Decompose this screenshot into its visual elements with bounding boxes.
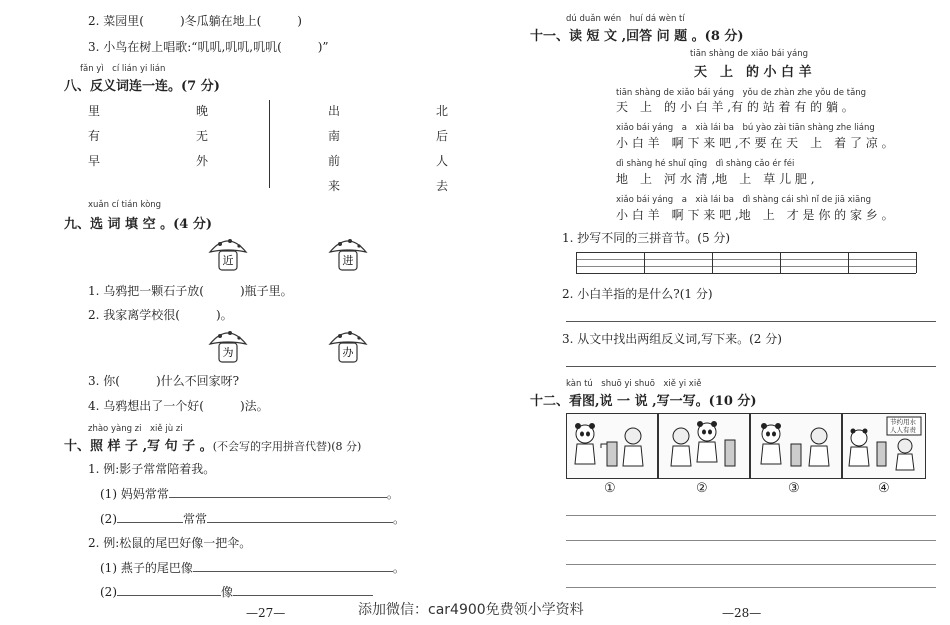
- antonym-word: 北: [436, 104, 449, 118]
- panda-illustration-icon: [751, 414, 841, 478]
- s10-mid: 像: [221, 585, 234, 599]
- s11-pinyin: dú duǎn wén huí dá wèn tí: [566, 14, 685, 24]
- s9-pinyin: xuǎn cí tián kòng: [88, 200, 162, 210]
- s12-pinyin: kàn tú shuō yi shuō xiě yi xiě: [566, 379, 702, 389]
- s12-title: 十二、看图,说 一 说 ,写一写。(10 分): [530, 394, 757, 409]
- picture-panel-2: [658, 413, 750, 479]
- water-sign: 节约用水 人人有责: [890, 418, 916, 434]
- panda-illustration-icon: [659, 414, 749, 478]
- story-line-pinyin: xiǎo bái yáng a xià lái ba bú yào zài tiān shàng zhe liáng: [616, 123, 875, 133]
- picture-panel-3: [750, 413, 842, 479]
- s11-q1: 1. 抄写不同的三拼音节。(5 分): [562, 231, 731, 245]
- page-number-left: —27—: [246, 606, 286, 620]
- mushroom-char: 为: [222, 346, 234, 359]
- s8-pinyin: fǎn yì cí lián yi lián: [80, 64, 166, 74]
- mushroom-word-card: [208, 236, 248, 272]
- writing-line[interactable]: [566, 540, 936, 541]
- s9-item-4: 4. 乌鸦想出了一个好( )法。: [88, 399, 269, 413]
- s10-title: [64, 435, 361, 454]
- mushroom-word-card: [208, 328, 248, 364]
- answer-blank[interactable]: [207, 510, 393, 523]
- story-line: 天 上 的 小 白 羊 ,有 的 站 着 有 的 躺 。: [616, 100, 854, 114]
- story-title: 天 上 的 小 白 羊: [694, 65, 812, 80]
- antonym-word: 来: [328, 179, 341, 193]
- antonym-word: 出: [328, 104, 341, 118]
- s10-pinyin: zhào yàng zi xiě jù zi: [88, 424, 183, 434]
- antonym-word: 早: [88, 154, 101, 168]
- writing-line[interactable]: [566, 515, 936, 516]
- antonym-word: 有: [88, 129, 101, 143]
- mushroom-icon: [208, 328, 248, 364]
- mushroom-char: 进: [342, 254, 354, 267]
- mushroom-icon: [328, 236, 368, 272]
- antonym-word: 晚: [196, 104, 209, 118]
- s9-item-2: 2. 我家离学校很( )。: [88, 308, 233, 322]
- s10-prompt: (2): [100, 512, 117, 526]
- answer-line[interactable]: [566, 366, 936, 367]
- s9-title: 九、选 词 填 空 。(4 分): [64, 217, 212, 232]
- s10-prompt: (1) 妈妈常常: [100, 487, 169, 501]
- s10-prompt: (1) 燕子的尾巴像: [100, 561, 193, 575]
- s9-item-1: 1. 乌鸦把一颗石子放( )瓶子里。: [88, 284, 293, 298]
- antonym-word: 前: [328, 154, 341, 168]
- period: 。: [392, 561, 405, 575]
- s8-title: 八、反义词连一连。(7 分): [64, 79, 220, 94]
- s10-title-note: (不会写的字用拼音代替)(8 分): [212, 440, 362, 453]
- antonym-word: 人: [436, 154, 449, 168]
- panda-illustration-icon: [567, 414, 657, 478]
- story-line: 地 上 河 水 清 ,地 上 草 儿 肥 ,: [616, 172, 815, 186]
- story-line: 小 白 羊 啊 下 来 吧 ,不 要 在 天 上 着 了 凉 。: [616, 136, 894, 150]
- page-number-right: —28—: [722, 606, 762, 620]
- panel-number: ②: [696, 481, 708, 496]
- s10-row: [100, 510, 405, 527]
- q7-item-3: 3. 小鸟在树上唱歌:“叽叽,叽叽,叽叽( )”: [88, 40, 329, 54]
- writing-line[interactable]: [566, 587, 936, 588]
- panel-number: ①: [604, 481, 616, 496]
- story-line-pinyin: tiān shàng de xiǎo bái yáng yǒu de zhàn zhe yǒu de tǎng: [616, 88, 867, 98]
- antonym-word: 后: [436, 129, 449, 143]
- s10-row: [100, 485, 399, 502]
- answer-blank[interactable]: [193, 559, 393, 572]
- panel-number: ③: [788, 481, 800, 496]
- answer-blank[interactable]: [169, 485, 387, 498]
- strip-baseline: [566, 478, 924, 479]
- story-line-pinyin: xiǎo bái yáng a xià lái ba dì shàng cái shì nǐ de jiā xiāng: [616, 195, 872, 205]
- mushroom-char: 办: [342, 346, 354, 359]
- s10-row: [100, 559, 405, 576]
- writing-line[interactable]: [566, 564, 936, 565]
- story-line-pinyin: dì shàng hé shuǐ qīng dì shàng cǎo ér féi: [616, 159, 795, 169]
- antonym-word: 里: [88, 104, 101, 118]
- antonym-word: 南: [328, 129, 341, 143]
- s9-item-3: 3. 你( )什么不回家呀?: [88, 374, 240, 388]
- mushroom-icon: [328, 328, 368, 364]
- watermark-text: 添加微信：car4900免费领小学资料: [358, 602, 584, 618]
- picture-panel-1: [566, 413, 658, 479]
- antonym-word: 无: [196, 129, 209, 143]
- s10-example-1: 1. 例:影子常常陪着我。: [88, 462, 216, 476]
- answer-blank[interactable]: [117, 510, 183, 523]
- mushroom-word-card: [328, 236, 368, 272]
- antonym-word: 外: [196, 154, 209, 168]
- s11-q3: 3. 从文中找出两组反义词,写下来。(2 分): [562, 332, 782, 346]
- s10-example-2: 2. 例:松鼠的尾巴好像一把伞。: [88, 536, 252, 550]
- s10-title-main: 十、照 样 子 ,写 句 子 。: [64, 439, 213, 454]
- s11-title: 十一、读 短 文 ,回答 问 题 。(8 分): [530, 29, 744, 44]
- story-title-pinyin: tiān shàng de xiǎo bái yáng: [690, 49, 809, 59]
- period: 。: [386, 487, 399, 501]
- s10-mid: 常常: [183, 512, 208, 526]
- answer-line[interactable]: [566, 321, 936, 322]
- mushroom-icon: [208, 236, 248, 272]
- s10-row: [100, 583, 373, 600]
- panel-number: ④: [878, 481, 890, 496]
- q7-item-2: 2. 菜园里( )冬瓜躺在地上( ): [88, 14, 302, 28]
- answer-blank[interactable]: [117, 583, 221, 596]
- antonym-word: 去: [436, 179, 449, 193]
- s10-prompt: (2): [100, 585, 117, 599]
- mushroom-word-card: [328, 328, 368, 364]
- mushroom-char: 近: [222, 254, 234, 267]
- s11-q2: 2. 小白羊指的是什么?(1 分): [562, 287, 713, 301]
- period: 。: [393, 512, 406, 526]
- divider: [269, 100, 270, 188]
- answer-blank[interactable]: [233, 583, 373, 596]
- story-line: 小 白 羊 啊 下 来 吧 ,地 上 才 是 你 的 家 乡 。: [616, 208, 894, 222]
